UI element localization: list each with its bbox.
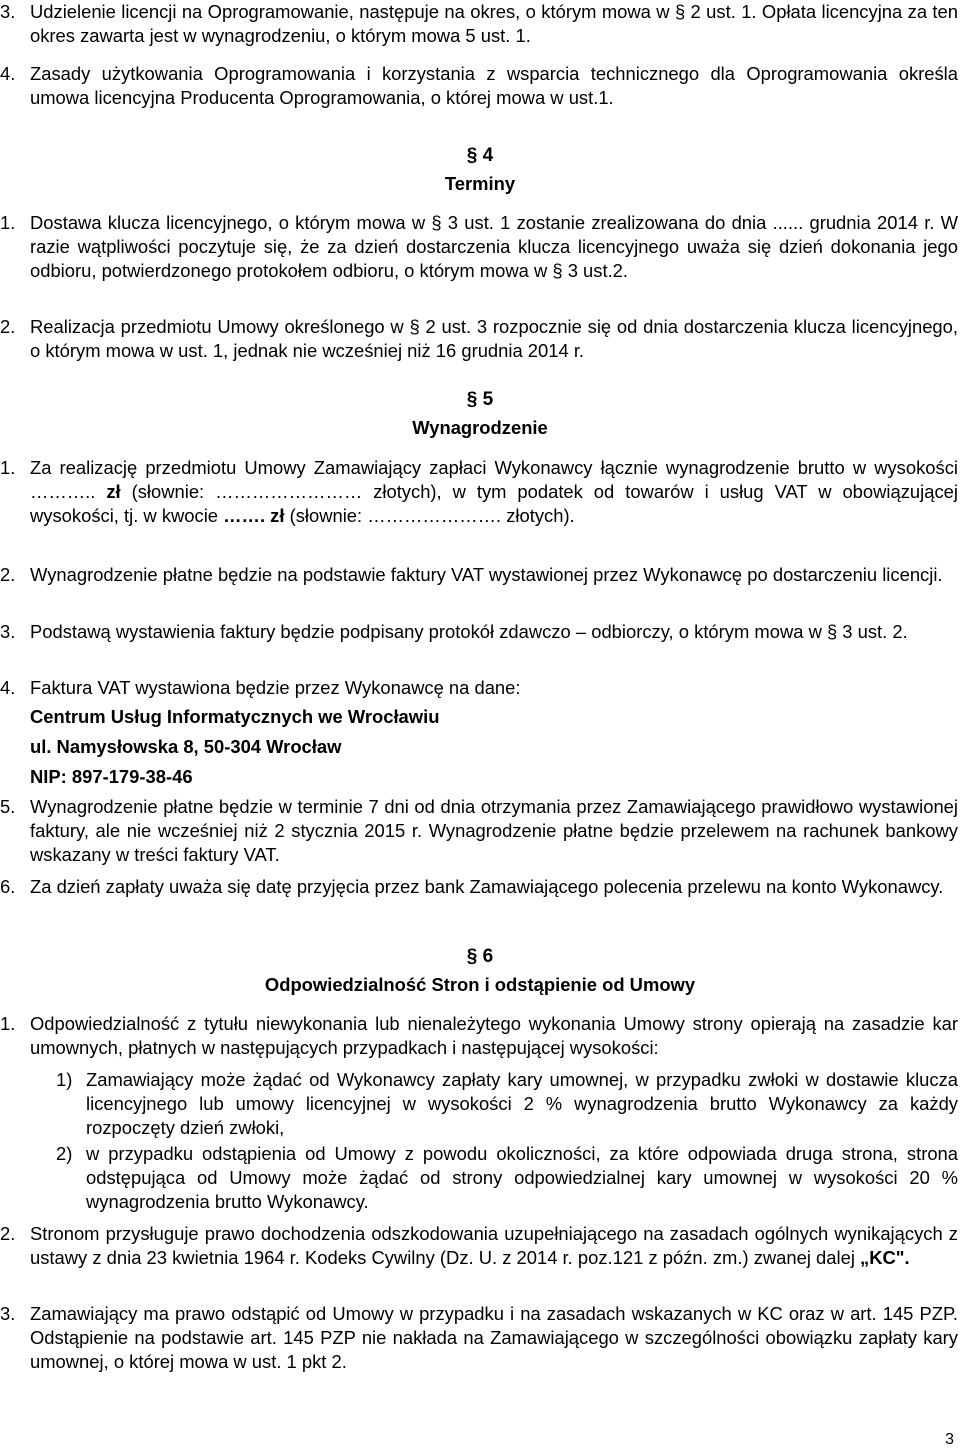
item-text: Za dzień zapłaty uważa się datę przyjęcia przez bank Zamawiającego polecenia przelewu na konto Wykonawcy.	[30, 876, 944, 897]
kc-abbreviation: „KC".	[860, 1247, 910, 1268]
item-text: Zasady użytkowania Oprogramowania i korzystania z wsparcia technicznego dla Oprogramowania określa umowa licencyjna Producenta Oprogramowania, o której mowa w ust.1.	[30, 63, 958, 108]
page-number: 3	[945, 1431, 954, 1448]
item-number: 4.	[0, 677, 16, 698]
item-number: 2.	[0, 564, 16, 585]
item-number: 3.	[0, 1, 16, 22]
section-4-number: § 4	[466, 145, 494, 166]
item-number: 2.	[0, 316, 16, 337]
item-number: 1.	[0, 212, 16, 233]
item-number: 2.	[0, 1223, 16, 1244]
currency-zl: zł	[106, 481, 121, 502]
item-text: Za realizację przedmiotu Umowy Zamawiający zapłaci Wykonawcy łącznie wynagrodzenie brutto w wysokości ……….. zł (słownie: …………………… złotych), w tym podatek od towarów i usług VAT w obowiązującej wysokości, tj. w kwocie ……. zł (słownie: …………………. złotych).	[30, 457, 958, 526]
item-text: Stronom przysługuje prawo dochodzenia odszkodowania uzupełniającego na zasadach ogólnych wynikających z ustawy z dnia 23 kwietnia 1964 r. Kodeks Cywilny (Dz. U. z 2014 r. poz.121 z późn. zm.) zwanej dalej „KC".	[30, 1223, 958, 1268]
subitem-text: w przypadku odstąpienia od Umowy z powodu okoliczności, za które odpowiada druga strona, strona odstępująca od Umowy może żądać od strony odpowiedzialnej kary umownej w wysokości 20 % wynagrodzenia brutto Wykonawcy.	[86, 1143, 958, 1212]
item-number: 3.	[0, 621, 16, 642]
invoice-street-address: ul. Namysłowska 8, 50-304 Wrocław	[30, 736, 342, 757]
item-number: 1.	[0, 1013, 16, 1034]
vat-amount: ……. zł	[223, 505, 285, 526]
section-5-title: Wynagrodzenie	[412, 417, 548, 438]
invoice-nip: NIP: 897-179-38-46	[30, 766, 193, 787]
item-text: Podstawą wystawienia faktury będzie podpisany protokół zdawczo – odbiorczy, o którym mowa w § 3 ust. 2.	[30, 621, 908, 642]
subitem-number: 2)	[56, 1143, 73, 1164]
item-text: Wynagrodzenie płatne będzie w terminie 7 dni od dnia otrzymania przez Zamawiającego prawidłowo wystawionej faktury, ale nie wcześniej niż 2 stycznia 2015 r. Wynagrodzenie płatne będzie przelewem na rachunek bankowy wskazany w treści faktury VAT.	[30, 796, 958, 865]
item-number: 6.	[0, 876, 16, 897]
item-text: Faktura VAT wystawiona będzie przez Wykonawcę na dane:	[30, 677, 521, 698]
item-number: 4.	[0, 63, 16, 84]
item-text: Zamawiający ma prawo odstąpić od Umowy w przypadku i na zasadach wskazanych w KC oraz w art. 145 PZP. Odstąpienie na podstawie art. 145 PZP nie nakłada na Zamawiającego w szczególności obowiązku zapłaty kary umownej, o której mowa w ust. 1 pkt 2.	[30, 1303, 958, 1372]
section-6-title: Odpowiedzialność Stron i odstąpienie od Umowy	[264, 974, 696, 995]
section-6-number: § 6	[466, 946, 494, 967]
section-4-title: Terminy	[444, 173, 516, 194]
item-number: 3.	[0, 1303, 16, 1324]
item-text: Udzielenie licencji na Oprogramowanie, następuje na okres, o którym mowa w § 2 ust. 1. Opłata licencyjna za ten okres zawarta jest w wynagrodzeniu, o którym mowa 5 ust. 1.	[30, 1, 958, 46]
subitem-text: Zamawiający może żądać od Wykonawcy zapłaty kary umownej, w przypadku zwłoki w dostawie klucza licencyjnego lub umowy licencyjnej w wysokości 2 % wynagrodzenia brutto Wykonawcy za każdy rozpoczęty dzień zwłoki,	[86, 1069, 958, 1138]
item-number: 1.	[0, 457, 16, 478]
item-number: 5.	[0, 796, 16, 817]
subitem-number: 1)	[56, 1069, 73, 1090]
item-text: Wynagrodzenie płatne będzie na podstawie faktury VAT wystawionej przez Wykonawcę po dostarczeniu licencji.	[30, 564, 943, 585]
section-5-number: § 5	[466, 389, 494, 410]
invoice-company-name: Centrum Usług Informatycznych we Wrocławiu	[30, 706, 440, 727]
item-text: Dostawa klucza licencyjnego, o którym mowa w § 3 ust. 1 zostanie zrealizowana do dnia ...... grudnia 2014 r. W razie wątpliwości poczytuje się, że za dzień dostarczenia klucza licencyjnego uważa się dzień dokonania jego odbioru, potwierdzonego protokołem odbioru, o którym mowa w § 3 ust.2.	[30, 212, 958, 281]
item-text: Odpowiedzialność z tytułu niewykonania lub nienależytego wykonania Umowy strony opierają na zasadzie kar umownych, płatnych w następujących przypadkach i następującej wysokości:	[30, 1013, 958, 1058]
item-text: Realizacja przedmiotu Umowy określonego w § 2 ust. 3 rozpocznie się od dnia dostarczenia klucza licencyjnego, o którym mowa w ust. 1, jednak nie wcześniej niż 16 grudnia 2014 r.	[30, 316, 958, 361]
